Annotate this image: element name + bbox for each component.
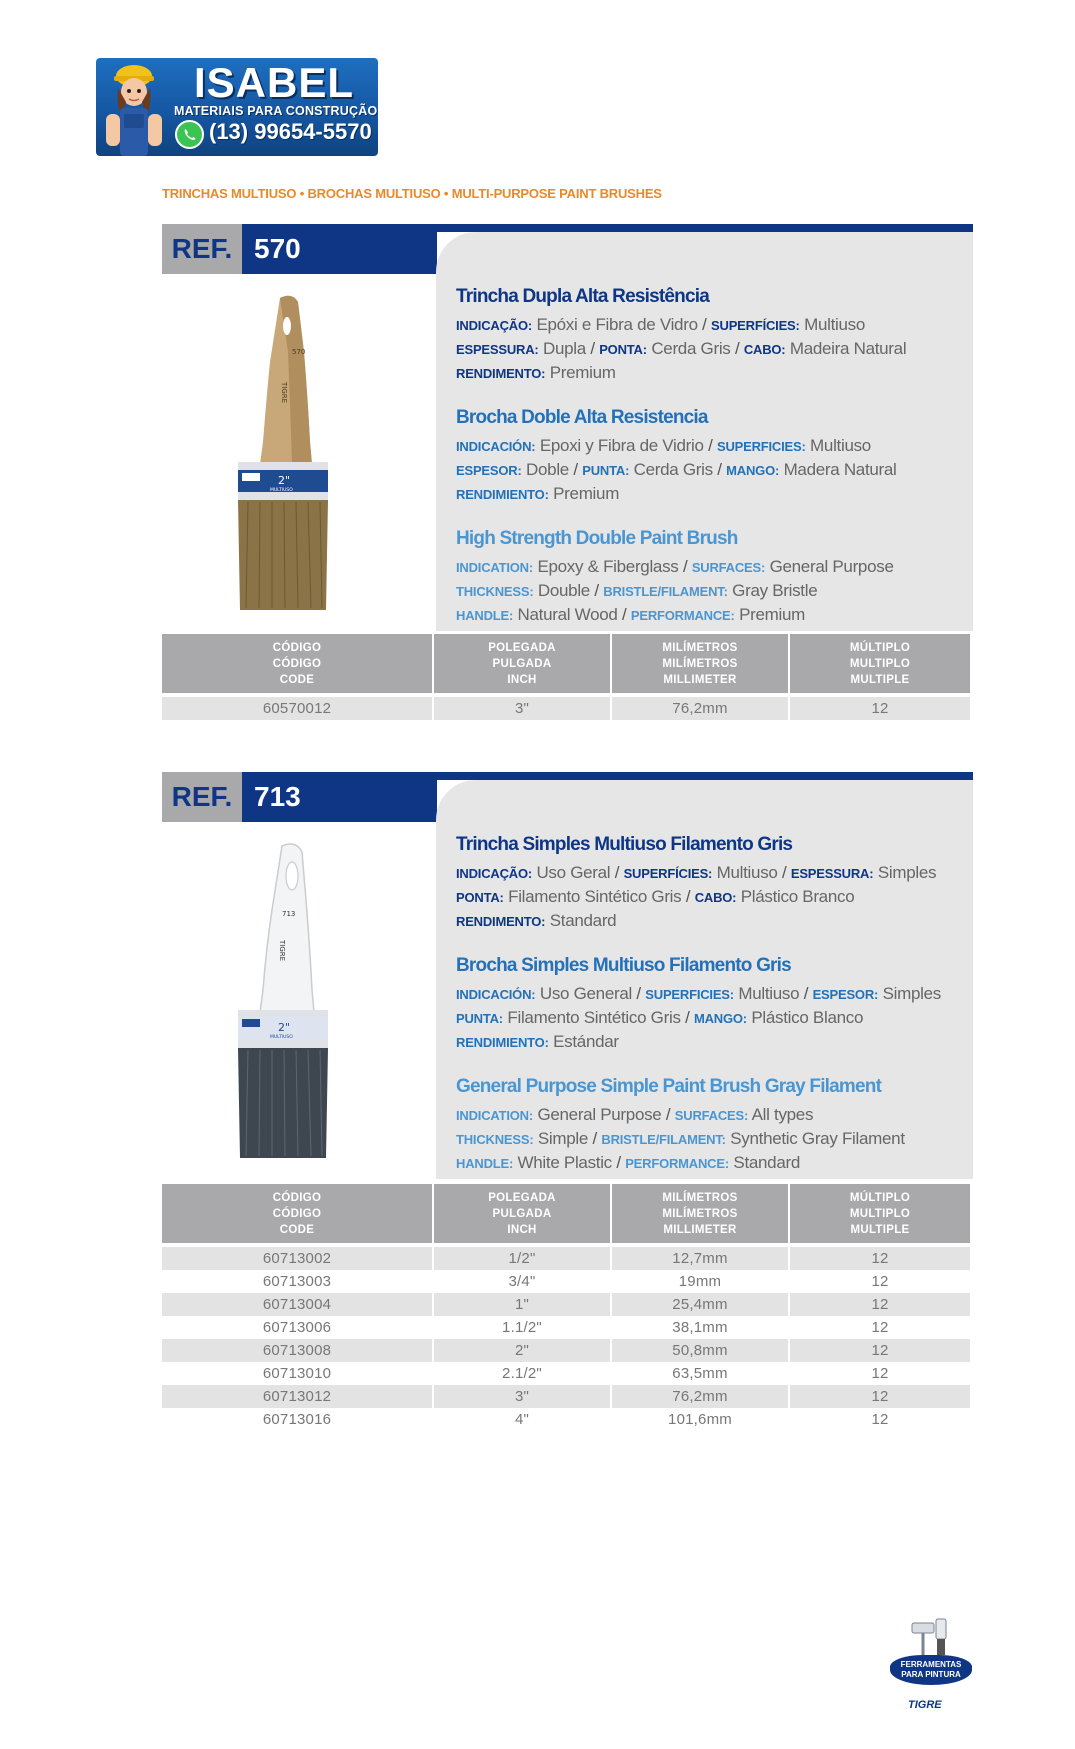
col-inch: POLEGADA PULGADA INCH xyxy=(434,634,610,693)
brush-brand-text: TIGRE xyxy=(280,382,288,404)
ref-label: REF. xyxy=(162,772,242,822)
store-tagline: MATERIAIS PARA CONSTRUÇÃO xyxy=(174,104,378,118)
desc-line: RENDIMENTO: Premium xyxy=(456,363,616,382)
title-en: High Strength Double Paint Brush xyxy=(456,528,738,549)
table-row: 60713002 1/2" 12,7mm 12 xyxy=(162,1243,970,1270)
product-description xyxy=(456,286,976,649)
store-phone: (13) 99654-5570 xyxy=(209,119,372,144)
desc-line: PUNTA: Filamento Sintético Gris / MANGO: Plástico Blanco xyxy=(456,1008,864,1027)
brush-size-text: 2" xyxy=(278,1021,291,1034)
description-pt xyxy=(456,286,976,385)
tigre-brand: TIGRE xyxy=(908,1699,942,1711)
desc-line: INDICATION: General Purpose / SURFACES: All types xyxy=(456,1105,814,1124)
header-rule xyxy=(357,224,973,232)
table-header-row xyxy=(162,634,970,693)
description-es xyxy=(456,407,976,506)
table-row: 60570012 3" 76,2mm 12 xyxy=(162,693,970,720)
ref-number: 713 xyxy=(242,772,437,822)
painting-tools-badge: FERRAMENTAS PARA PINTURA xyxy=(890,1655,972,1685)
store-name: ISABEL xyxy=(194,59,355,106)
spec-table-570 xyxy=(160,634,972,720)
desc-line: RENDIMIENTO: Premium xyxy=(456,484,620,503)
col-multiple: MÚLTIPLO MULTIPLO MULTIPLE xyxy=(790,634,970,693)
table-row: 60713016 4" 101,6mm 12 xyxy=(262,1411,889,1428)
description-en xyxy=(456,1076,976,1175)
table-row: 60713004 1" 25,4mm 12 xyxy=(162,1293,970,1316)
description-pt xyxy=(456,834,976,933)
desc-line: RENDIMIENTO: Estándar xyxy=(456,1032,619,1051)
table-row: 60713010 2.1/2" 63,5mm 12 xyxy=(262,1365,889,1382)
brush-ref-text: 570 xyxy=(292,348,306,356)
mascot-worker-icon xyxy=(98,58,170,156)
title-es: Brocha Doble Alta Resistencia xyxy=(456,407,708,428)
col-multiple: MÚLTIPLO MULTIPLO MULTIPLE xyxy=(790,1184,970,1243)
desc-line: ESPESOR: Doble / PUNTA: Cerda Gris / MANGO: Madera Natural xyxy=(456,460,897,479)
desc-line: INDICACIÓN: Uso General / SUPERFICIES: Multiuso / ESPESOR: Simples xyxy=(456,984,941,1003)
ref-label: REF. xyxy=(162,224,242,274)
brush-line-text: MULTIUSO xyxy=(270,1035,293,1040)
natural-wood-paint-brush-image xyxy=(230,292,340,612)
desc-line: PONTA: Filamento Sintético Gris / CABO: Plástico Branco xyxy=(456,887,855,906)
desc-line: INDICATION: Epoxy & Fiberglass / SURFACES: General Purpose xyxy=(456,557,894,576)
col-inch: POLEGADA PULGADA INCH xyxy=(434,1184,610,1243)
white-plastic-paint-brush-image xyxy=(230,840,340,1160)
title-es: Brocha Simples Multiuso Filamento Gris xyxy=(456,955,791,976)
table-row: 60713012 3" 76,2mm 12 xyxy=(162,1385,970,1408)
table-row: 60713003 3/4" 19mm 12 xyxy=(262,1273,889,1290)
title-pt: Trincha Dupla Alta Resistência xyxy=(456,286,709,307)
brush-size-text: 2" xyxy=(278,474,291,487)
header-rule xyxy=(357,772,973,780)
store-logo xyxy=(96,58,378,156)
col-mm: MILÍMETROS MILÍMETROS MILLIMETER xyxy=(612,634,788,693)
brush-brand-text: TIGRE xyxy=(278,940,286,962)
col-mm: MILÍMETROS MILÍMETROS MILLIMETER xyxy=(612,1184,788,1243)
brush-line-text: MULTIUSO xyxy=(270,488,293,493)
desc-line: ESPESSURA: Dupla / PONTA: Cerda Gris / CABO: Madeira Natural xyxy=(456,339,907,358)
desc-line: INDICAÇÃO: Uso Geral / SUPERFÍCIES: Multiuso / ESPESSURA: Simples xyxy=(456,863,937,882)
desc-line: HANDLE: Natural Wood / PERFORMANCE: Premium xyxy=(456,605,805,624)
ref-number: 570 xyxy=(242,224,437,274)
table-header-row xyxy=(162,1184,970,1243)
tigre-painting-tools-logo xyxy=(888,1615,974,1715)
table-row: 60713008 2" 50,8mm 12 xyxy=(162,1339,970,1362)
table-row: 60713006 1.1/2" 38,1mm 12 xyxy=(262,1319,889,1336)
title-pt: Trincha Simples Multiuso Filamento Gris xyxy=(456,834,793,855)
brush-ref-text: 713 xyxy=(282,910,296,918)
description-en xyxy=(456,528,976,627)
title-en: General Purpose Simple Paint Brush Gray Filament xyxy=(456,1076,882,1097)
col-code: CÓDIGO CÓDIGO CODE xyxy=(162,1184,432,1243)
description-es xyxy=(456,955,976,1054)
desc-line: INDICACIÓN: Epoxi y Fibra de Vidrio / SUPERFICIES: Multiuso xyxy=(456,436,871,455)
desc-line: HANDLE: White Plastic / PERFORMANCE: Standard xyxy=(456,1153,801,1172)
desc-line: THICKNESS: Double / BRISTLE/FILAMENT: Gray Bristle xyxy=(456,581,818,600)
desc-line: RENDIMENTO: Standard xyxy=(456,911,617,930)
whatsapp-icon xyxy=(175,120,204,149)
section-header: TRINCHAS MULTIUSO • BROCHAS MULTIUSO • MULTI-PURPOSE PAINT BRUSHES xyxy=(162,186,662,201)
product-description xyxy=(456,834,976,1197)
spec-table-713 xyxy=(160,1184,972,1431)
desc-line: INDICAÇÃO: Epóxi e Fibra de Vidro / SUPERFÍCIES: Multiuso xyxy=(456,315,866,334)
col-code: CÓDIGO CÓDIGO CODE xyxy=(162,634,432,693)
desc-line: THICKNESS: Simple / BRISTLE/FILAMENT: Synthetic Gray Filament xyxy=(456,1129,905,1148)
